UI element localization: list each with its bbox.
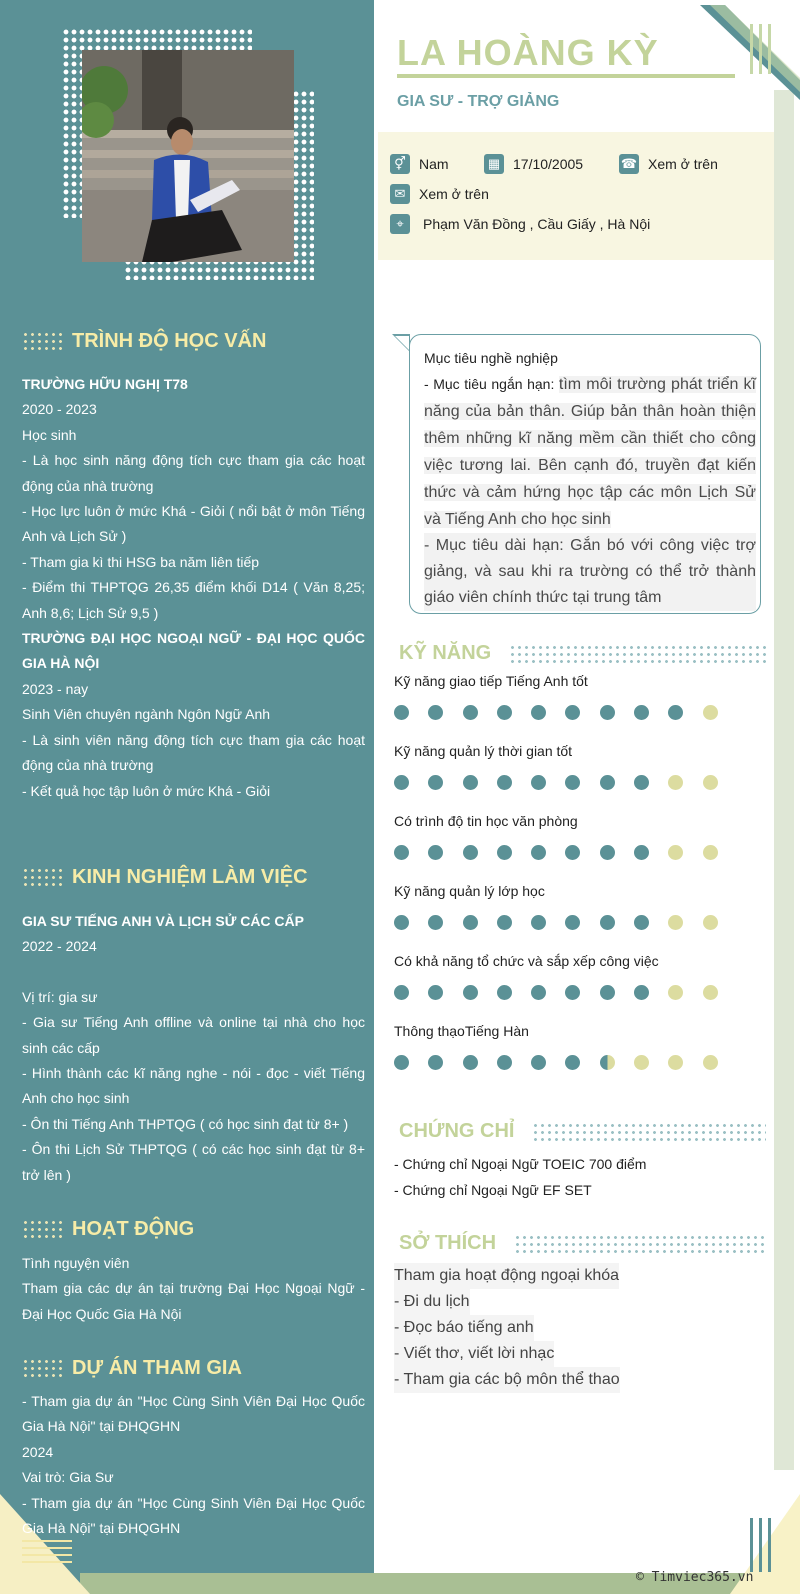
hobby-item: - Viết thơ, viết lời nhạc	[394, 1341, 554, 1367]
skill-dot	[600, 845, 615, 860]
education-line: 2020 - 2023	[22, 401, 97, 418]
skill-dot	[600, 1055, 615, 1070]
skill-rating	[394, 915, 764, 930]
experience-line: - Hình thành các kĩ năng nghe - nói - đọc - viết Tiếng Anh cho học sinh	[22, 1065, 365, 1107]
experience-content	[22, 909, 365, 1188]
skill-name: Kỹ năng giao tiếp Tiếng Anh tốt	[394, 673, 588, 689]
watermark: © Timviec365.vn	[636, 1570, 754, 1585]
objective-short-label: - Mục tiêu ngắn hạn:	[424, 376, 559, 392]
hobby-item: Tham gia hoạt động ngoại khóa	[394, 1263, 619, 1289]
skill-dot	[497, 915, 512, 930]
certificates-title: CHỨNG CHỈ	[399, 1120, 515, 1142]
skill-dot	[565, 1055, 580, 1070]
activities-content	[22, 1251, 365, 1327]
dot-grid-icon	[22, 331, 64, 353]
skill-dot	[703, 985, 718, 1000]
projects-content	[22, 1389, 365, 1541]
skill-dot	[394, 705, 409, 720]
skill-dot	[531, 1055, 546, 1070]
skill-rating	[394, 985, 764, 1000]
skill-rating	[394, 1055, 764, 1070]
profile-photo	[82, 50, 294, 262]
experience-title: KINH NGHIỆM LÀM VIỆC	[72, 866, 308, 888]
skill-dot	[394, 985, 409, 1000]
skill-dot	[565, 845, 580, 860]
skill-dot	[428, 985, 443, 1000]
skill-dot	[463, 775, 478, 790]
skill-dot	[634, 845, 649, 860]
skill-dot	[668, 985, 683, 1000]
education-line: - Điểm thi THPTQG 26,35 điểm khối D14 ( Văn 8,25; Anh 8,6; Lịch Sử 9,5 )	[22, 579, 365, 621]
skill-dot	[600, 985, 615, 1000]
skill-dot	[463, 1055, 478, 1070]
hobbies-header	[399, 1232, 766, 1255]
skill-dot	[394, 775, 409, 790]
education-line: - Là học sinh năng động tích cực tham gia các hoạt động của nhà trường	[22, 452, 365, 494]
skill-dot	[428, 705, 443, 720]
projects-line: - Tham gia dự án "Học Cùng Sinh Viên Đại Học Quốc Gia Hà Nội" tại ĐHQGHN	[22, 1393, 365, 1435]
top-right-vertical-lines	[750, 24, 771, 74]
activities-title: HOẠT ĐỘNG	[72, 1218, 195, 1240]
skill-dot	[394, 845, 409, 860]
skill-dot	[394, 915, 409, 930]
skill-dot	[463, 705, 478, 720]
projects-title: DỰ ÁN THAM GIA	[72, 1357, 242, 1379]
phone-value: Xem ở trên	[648, 156, 718, 172]
gender-value: Nam	[419, 156, 449, 172]
email-value: Xem ở trên	[419, 186, 489, 202]
education-line: TRƯỜNG HỮU NGHỊ T78	[22, 376, 188, 392]
bottom-right-vertical-lines	[750, 1518, 771, 1572]
experience-line: - Gia sư Tiếng Anh offline và online tại nhà cho học sinh các cấp	[22, 1014, 365, 1056]
hobby-item: - Đi du lịch	[394, 1289, 470, 1315]
skill-dot	[531, 985, 546, 1000]
skill-name: Có trình độ tin học văn phòng	[394, 813, 578, 829]
skills-header	[399, 642, 766, 665]
skill-dot	[463, 845, 478, 860]
right-decor-bar	[774, 90, 794, 1470]
job-title: GIA SƯ - TRỢ GIẢNG	[397, 93, 560, 110]
skill-dot	[703, 775, 718, 790]
skill-name: Kỹ năng quản lý lớp học	[394, 883, 545, 899]
certificate-item: - Chứng chỉ Ngoại Ngữ EF SET	[394, 1182, 592, 1198]
skill-item	[394, 673, 764, 720]
hobbies-title: SỞ THÍCH	[399, 1232, 497, 1254]
skill-dot	[428, 915, 443, 930]
contact-phone	[619, 154, 718, 174]
skill-dot	[565, 705, 580, 720]
contact-email	[390, 184, 489, 204]
candidate-name: LA HOÀNG KỲ	[397, 32, 659, 73]
certificate-item: - Chứng chỉ Ngoại Ngữ TOEIC 700 điểm	[394, 1156, 647, 1172]
calendar-icon: ▦	[484, 154, 504, 174]
skill-dot	[428, 775, 443, 790]
skill-dot	[634, 705, 649, 720]
skill-dot	[428, 845, 443, 860]
skill-name: Có khả năng tổ chức và sắp xếp công việc	[394, 953, 659, 969]
skill-dot	[668, 1055, 683, 1070]
education-line: 2023 - nay	[22, 680, 89, 697]
projects-header	[22, 1357, 242, 1380]
gender-icon: ⚥	[390, 154, 410, 174]
dot-grid-icon	[22, 867, 64, 889]
skill-item	[394, 813, 764, 860]
birthday-value: 17/10/2005	[513, 156, 584, 172]
skill-dot	[565, 985, 580, 1000]
dot-row-icon	[509, 644, 766, 664]
skill-dot	[668, 845, 683, 860]
skill-dot	[531, 915, 546, 930]
objective-heading: Mục tiêu nghề nghiệp	[424, 350, 558, 366]
experience-line: 2022 - 2024	[22, 938, 97, 955]
skill-dot	[531, 775, 546, 790]
projects-line: Vai trò: Gia Sư	[22, 1469, 114, 1486]
skill-dot	[668, 915, 683, 930]
education-title: TRÌNH ĐỘ HỌC VẤN	[72, 330, 267, 352]
hobby-item: - Đọc báo tiếng anh	[394, 1315, 534, 1341]
skill-rating	[394, 775, 764, 790]
education-line: Sinh Viên chuyên ngành Ngôn Ngữ Anh	[22, 706, 271, 723]
dot-grid-icon	[22, 1219, 64, 1241]
skill-dot	[668, 775, 683, 790]
education-content	[22, 372, 365, 804]
skill-dot	[531, 705, 546, 720]
mail-icon: ✉	[390, 184, 410, 204]
experience-line: - Ôn thi Lịch Sử THPTQG ( có các học sinh đạt từ 8+ trở lên )	[22, 1141, 365, 1183]
objective-long-text: - Mục tiêu dài hạn: Gắn bó với công việc trợ giảng, và sau khi ra trường có thể trở thành giáo viên chính thức tại trung tâm	[424, 533, 756, 611]
dot-row-icon	[514, 1234, 766, 1254]
skill-dot	[600, 775, 615, 790]
skill-item	[394, 1023, 764, 1070]
skill-dot	[634, 915, 649, 930]
experience-header	[22, 866, 308, 889]
location-icon: ⌖	[390, 214, 410, 234]
experience-line: - Ôn thi Tiếng Anh THPTQG ( có học sinh đạt từ 8+ )	[22, 1115, 349, 1132]
skill-item	[394, 883, 764, 930]
contact-gender	[390, 154, 449, 174]
skill-dot	[703, 915, 718, 930]
skill-dot	[463, 915, 478, 930]
education-line: - Học lực luôn ở mức Khá - Giỏi ( nổi bật ở môn Tiếng Anh và Lịch Sử )	[22, 503, 365, 545]
skill-dot	[703, 1055, 718, 1070]
skill-dot	[600, 915, 615, 930]
hobby-item: - Tham gia các bộ môn thể thao	[394, 1367, 620, 1393]
experience-line: Vị trí: gia sư	[22, 988, 98, 1005]
skill-dot	[497, 775, 512, 790]
experience-line	[22, 960, 365, 985]
skill-dot	[565, 915, 580, 930]
phone-icon: ☎	[619, 154, 639, 174]
objective-short-text: tìm môi trường phát triển kĩ năng của bản thân. Giúp bản thân hoàn thiện thêm những kĩ năng mềm cần thiết cho công việc tương lai. Bên cạnh đó, truyền đạt kiến thức và cảm hứng học tập các môn Lịch Sử và Tiếng Anh cho học sinh	[424, 376, 756, 528]
education-line: Học sinh	[22, 426, 77, 443]
address-value: Phạm Văn Đồng , Cầu Giấy , Hà Nội	[423, 216, 651, 232]
hobbies-list	[394, 1263, 620, 1393]
activities-line: Tình nguyện viên	[22, 1255, 130, 1271]
education-line: TRƯỜNG ĐẠI HỌC NGOẠI NGỮ - ĐẠI HỌC QUỐC GIA HÀ NỘI	[22, 630, 365, 672]
certificates-header	[399, 1120, 766, 1143]
skill-rating	[394, 845, 764, 860]
skill-dot	[668, 705, 683, 720]
contact-address	[390, 214, 650, 234]
skill-item	[394, 743, 764, 790]
contact-birthday	[484, 154, 583, 174]
skill-dot	[565, 775, 580, 790]
education-line: - Kết quả học tập luôn ở mức Khá - Giỏi	[22, 782, 271, 799]
skill-dot	[703, 845, 718, 860]
skill-dot	[463, 985, 478, 1000]
education-line: - Tham gia kì thi HSG ba năm liên tiếp	[22, 553, 260, 570]
skills-title: KỸ NĂNG	[399, 642, 492, 664]
education-line: - Là sinh viên năng động tích cực tham gia các hoạt động của nhà trường	[22, 731, 365, 774]
skill-dot	[428, 1055, 443, 1070]
experience-line: GIA SƯ TIẾNG ANH VÀ LỊCH SỬ CÁC CẤP	[22, 913, 304, 929]
dot-row-icon	[532, 1122, 766, 1142]
dot-grid-icon	[22, 1358, 64, 1380]
skill-item	[394, 953, 764, 1000]
skill-dot	[600, 705, 615, 720]
skill-rating	[394, 705, 764, 720]
projects-line: 2024	[22, 1443, 54, 1460]
name-underline	[397, 74, 735, 78]
skill-dot	[531, 845, 546, 860]
skill-dot	[394, 1055, 409, 1070]
education-header	[22, 330, 266, 353]
skill-name: Kỹ năng quản lý thời gian tốt	[394, 743, 573, 759]
skill-dot	[497, 845, 512, 860]
skill-dot	[497, 705, 512, 720]
skill-dot	[497, 985, 512, 1000]
activities-header	[22, 1218, 194, 1241]
bottom-left-lines	[22, 1540, 72, 1568]
skill-dot	[634, 1055, 649, 1070]
skill-name: Thông thạoTiếng Hàn	[394, 1023, 529, 1039]
skill-dot	[703, 705, 718, 720]
projects-line: - Tham gia dự án "Học Cùng Sinh Viên Đại Học Quốc Gia Hà Nội" tại ĐHQGHN	[22, 1494, 365, 1537]
activities-line: Tham gia các dự án tại trường Đại Học Ngoại Ngữ - Đại Học Quốc Gia Hà Nội	[22, 1280, 365, 1322]
skill-dot	[497, 1055, 512, 1070]
objective-content	[424, 345, 756, 611]
skill-dot	[634, 775, 649, 790]
skill-dot	[634, 985, 649, 1000]
